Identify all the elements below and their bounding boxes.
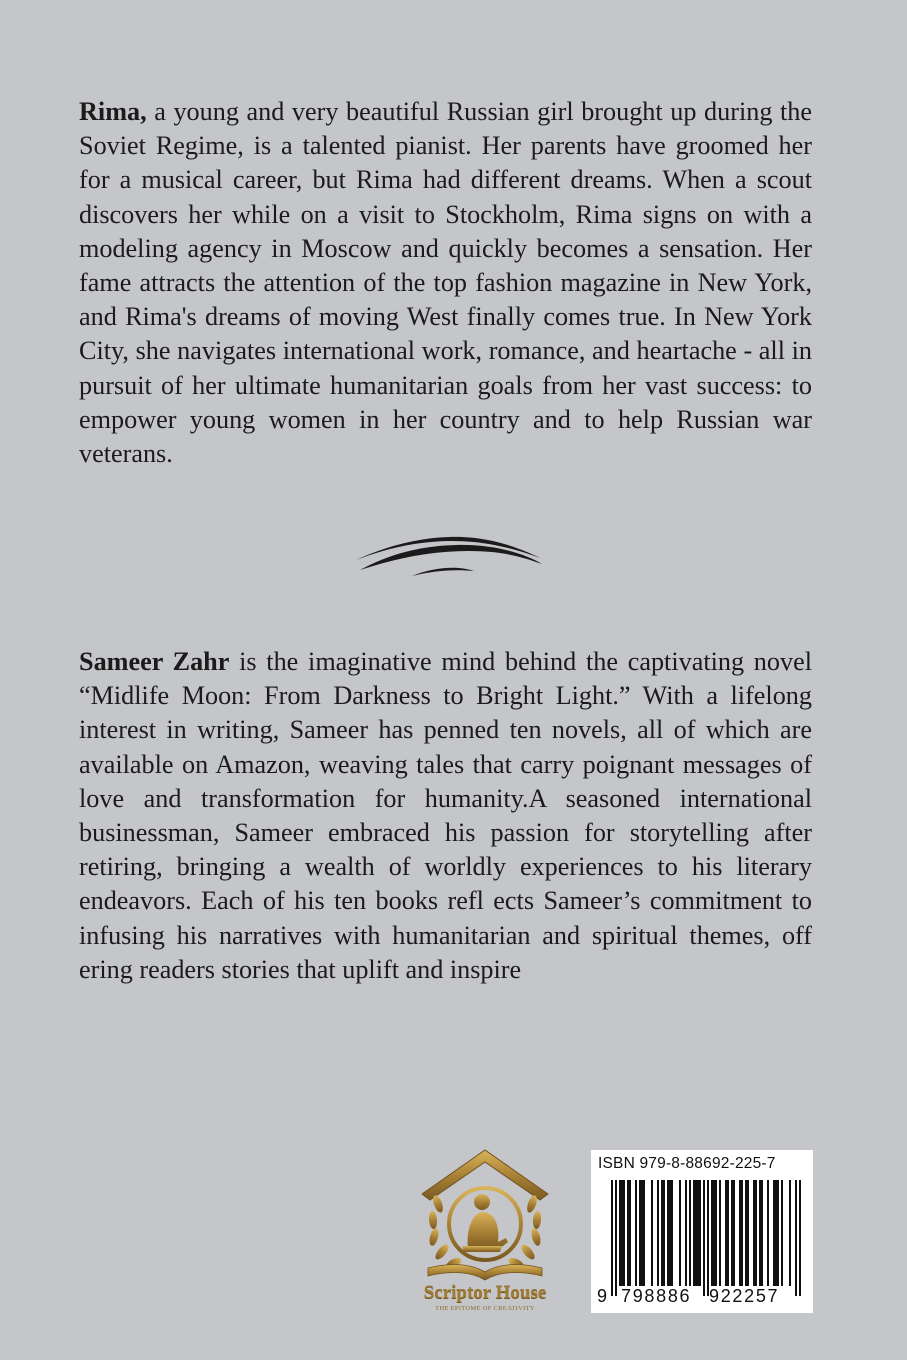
blurb-text: a young and very beautiful Russian girl brought up during the Soviet Regime, is a talented pianist. Her parents have groomed her for a musical career, but Rima had different dreams. When a scout discovers her while on a visit to Stockholm, Rima signs on with a modeling agency in Moscow and quickly becomes a sensation. Her fame attracts the attention of the top fashion magazine in New York, and Rima's dreams of moving West finally comes true. In New York City, she navigates international work, romance, and heartache - all in pursuit of her ultimate humanitarian goals from her vast success: to empower young women in her country and to help Russian war veterans. <box>79 97 812 469</box>
bio-text: is the imaginative mind behind the captivating novel “Midlife Moon: From Darkness to Bright Light.” With a lifelong interest in writing, Sameer has penned ten novels, all of which are available on Amazon, weaving tales that carry poignant messages of love and transformation for humanity.A seasoned international businessman, Sameer embraced his passion for storytelling after retiring, bringing a wealth of worldly experiences to his literary endeavors. Each of his ten books refl ects Sameer’s commitment to infusing his narratives with humanitarian and spiritual themes, off ering readers stories that uplift and inspire <box>79 647 812 984</box>
barcode-bar <box>685 1180 687 1286</box>
bio-lead: Sameer Zahr <box>79 647 230 676</box>
publisher-name: Scriptor House <box>423 1282 547 1303</box>
barcode-bar <box>755 1180 757 1286</box>
barcode-bar <box>621 1180 623 1286</box>
barcode-bar <box>715 1180 717 1286</box>
publisher-tagline: THE EPITOME OF CREATIVITY <box>435 1305 535 1312</box>
book-blurb <box>79 95 812 471</box>
barcode-bar <box>629 1180 631 1286</box>
barcode-bar <box>689 1180 691 1286</box>
barcode-bar <box>789 1180 791 1286</box>
barcode-bar <box>667 1180 669 1286</box>
barcode-bar <box>741 1180 743 1286</box>
barcode-digits-left: 798886 <box>621 1286 692 1306</box>
barcode-bar <box>711 1180 713 1286</box>
barcode-digits <box>591 1286 813 1310</box>
barcode-bar <box>635 1180 637 1286</box>
barcode-bar <box>773 1180 775 1286</box>
barcode-bar <box>795 1180 797 1296</box>
barcode-bar <box>759 1180 761 1286</box>
barcode-bar <box>661 1180 663 1286</box>
barcode-bar <box>671 1180 673 1286</box>
barcode-bar <box>767 1180 769 1286</box>
barcode-bar <box>615 1180 617 1296</box>
barcode-bar <box>669 1180 671 1286</box>
barcode-bar <box>657 1180 659 1286</box>
barcode-bar <box>731 1180 733 1286</box>
isbn-label: ISBN 979-8-88692-225-7 <box>598 1155 776 1172</box>
blurb-lead: Rima, <box>79 97 147 126</box>
barcode-bar <box>725 1180 727 1286</box>
barcode-bar <box>693 1180 695 1286</box>
barcode-bar <box>761 1180 763 1286</box>
barcode-bar <box>775 1180 777 1286</box>
barcode-bar <box>695 1180 697 1286</box>
barcode-bar <box>707 1180 709 1296</box>
barcode-bar <box>733 1180 735 1286</box>
barcode-bar <box>651 1180 653 1286</box>
swash-ornament-icon <box>352 528 552 584</box>
barcode-bar <box>777 1180 779 1286</box>
barcode-bar <box>703 1180 705 1296</box>
barcode-bar <box>623 1180 625 1286</box>
barcode-digit-first: 9 <box>597 1286 608 1306</box>
barcode-bar <box>643 1180 645 1286</box>
barcode-bar <box>719 1180 721 1286</box>
barcode-bar <box>641 1180 643 1286</box>
barcode-bar <box>727 1180 729 1286</box>
barcode-bar <box>739 1180 741 1286</box>
barcode-bar <box>679 1180 681 1286</box>
barcode-digits-right: 922257 <box>709 1286 780 1306</box>
barcode-bar <box>639 1180 641 1286</box>
barcode-bar <box>781 1180 783 1286</box>
barcode-bar <box>699 1180 701 1286</box>
barcode-bar <box>611 1180 613 1296</box>
barcode-bar <box>627 1180 629 1286</box>
barcode-bar <box>745 1180 747 1286</box>
barcode-bar <box>753 1180 755 1286</box>
publisher-logo <box>402 1142 568 1322</box>
barcode-bar <box>713 1180 715 1286</box>
barcode-bar <box>619 1180 621 1286</box>
isbn-barcode <box>591 1150 813 1313</box>
author-bio <box>79 645 812 987</box>
barcode-bar <box>663 1180 665 1286</box>
barcode-bar <box>799 1180 801 1296</box>
barcode-bar <box>697 1180 699 1286</box>
barcode-bar <box>747 1180 749 1286</box>
